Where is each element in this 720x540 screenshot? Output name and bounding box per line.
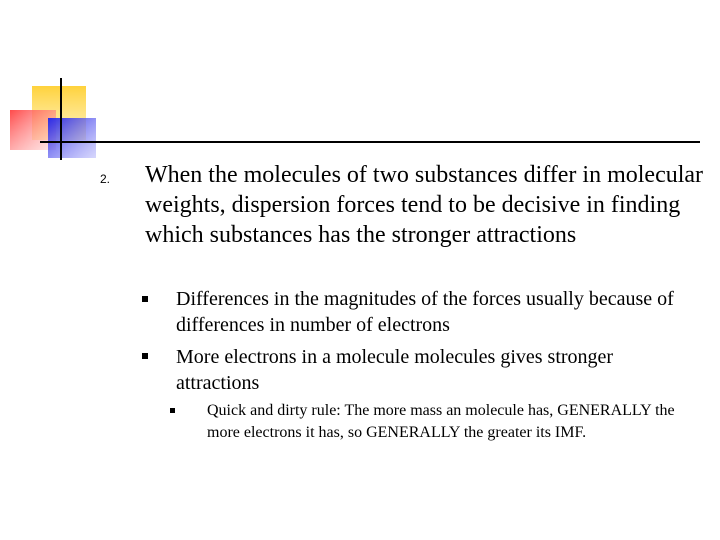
sub-point: Differences in the magnitudes of the forces usually because of differences in number of electrons [176, 288, 674, 336]
blue-square [48, 118, 96, 158]
sub-sub-point: Quick and dirty rule: The more mass an molecule has, GENERALLY the more electrons it has, so GENERALLY the greater its IMF. [207, 402, 675, 441]
bullet-icon [142, 353, 148, 359]
bullet-icon [170, 408, 175, 413]
slide-decoration [0, 0, 720, 170]
item-number: 2. [100, 172, 111, 186]
sub-point: More electrons in a molecule molecules gives stronger attractions [176, 346, 614, 394]
bullet-icon [142, 296, 148, 302]
main-point: When the molecules of two substances differ in molecular weights, dispersion forces tend to be decisive in finding which substances has the stronger attractions [145, 162, 704, 248]
